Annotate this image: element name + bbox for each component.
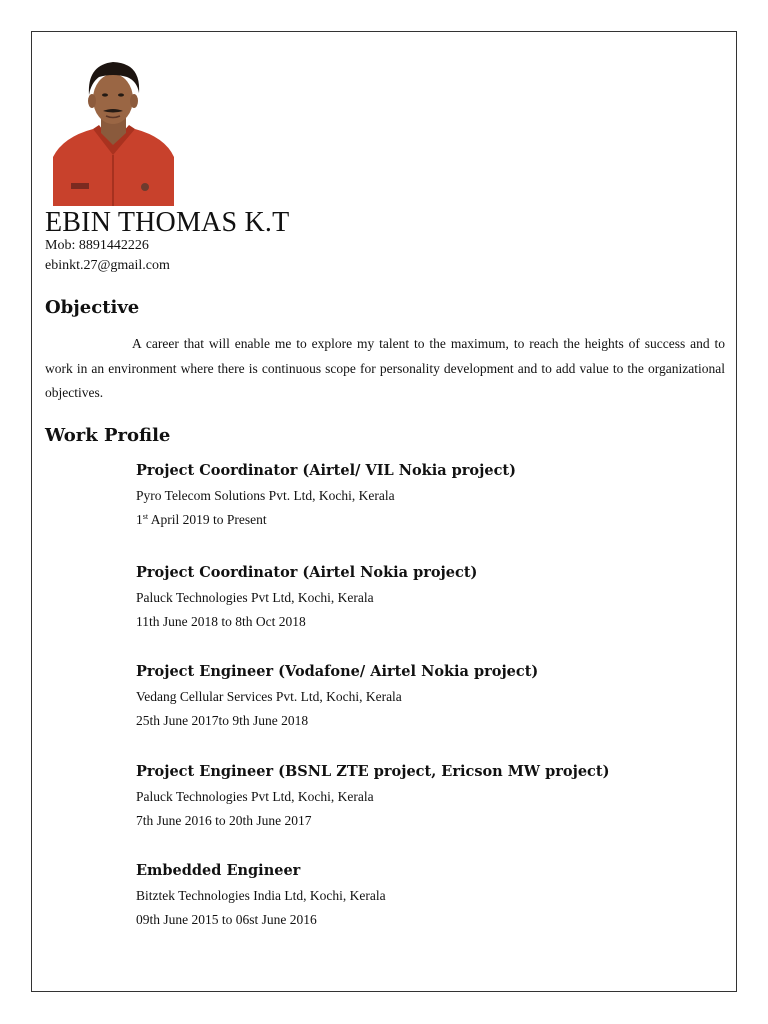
resume-page	[31, 31, 737, 992]
job-entry	[136, 563, 726, 634]
objective-heading: Objective	[45, 297, 140, 318]
job-entry	[136, 861, 726, 932]
job-title: Embedded Engineer	[136, 862, 301, 879]
date-rest: April 2019 to Present	[148, 512, 267, 527]
job-entry	[136, 662, 726, 733]
email-address: ebinkt.27@gmail.com	[45, 258, 170, 273]
mobile-number: Mob: 8891442226	[45, 238, 149, 253]
job-title: Project Engineer (BSNL ZTE project, Ericson MW project)	[136, 763, 610, 780]
person-photo-icon	[53, 55, 174, 206]
job-company: Paluck Technologies Pvt Ltd, Kochi, Kerala	[136, 590, 374, 605]
job-title: Project Coordinator (Airtel Nokia project)	[136, 564, 478, 581]
date-suffix: st	[142, 512, 149, 521]
job-dates	[136, 508, 726, 532]
job-company: Vedang Cellular Services Pvt. Ltd, Kochi, Kerala	[136, 689, 402, 704]
job-title: Project Coordinator (Airtel/ VIL Nokia project)	[136, 462, 516, 479]
candidate-name: EBIN THOMAS K.T	[45, 207, 290, 238]
job-dates: 7th June 2016 to 20th June 2017	[136, 813, 312, 828]
job-company: Bitztek Technologies India Ltd, Kochi, Kerala	[136, 888, 386, 903]
work-profile-heading: Work Profile	[45, 425, 171, 446]
job-dates: 09th June 2015 to 06st June 2016	[136, 912, 317, 927]
job-entry	[136, 461, 726, 532]
job-entry	[136, 762, 726, 833]
job-dates: 25th June 2017to 9th June 2018	[136, 713, 309, 728]
objective-text: A career that will enable me to explore my talent to the maximum, to reach the heights of success and to work in an environment where there is continuous scope for personality development and to add value to the organizational objectives.	[45, 336, 725, 400]
date-day: 1	[136, 512, 143, 527]
job-company: Pyro Telecom Solutions Pvt. Ltd, Kochi, Kerala	[136, 488, 395, 503]
job-dates: 11th June 2018 to 8th Oct 2018	[136, 614, 306, 629]
job-company: Paluck Technologies Pvt Ltd, Kochi, Kerala	[136, 789, 374, 804]
job-title: Project Engineer (Vodafone/ Airtel Nokia project)	[136, 663, 539, 680]
profile-photo	[53, 55, 174, 206]
